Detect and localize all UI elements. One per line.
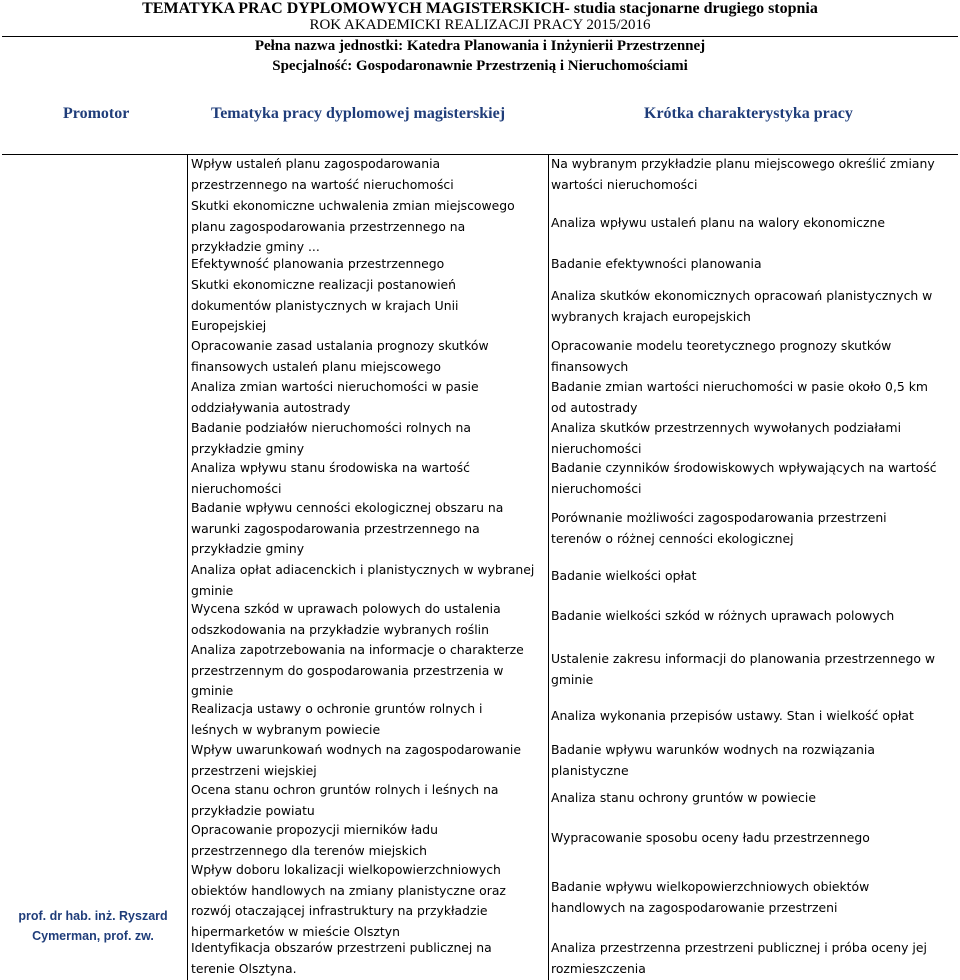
row-summary xyxy=(551,286,956,327)
header-rule xyxy=(2,36,958,37)
row-summary xyxy=(551,458,956,499)
topic-line: Opracowanie propozycji mierników ładu xyxy=(191,822,438,837)
row-summary xyxy=(551,828,956,849)
topic-line: obiektów handlowych na zmiany planistyczne oraz xyxy=(191,882,506,898)
topic-line: dokumentów planistycznych w krajach Unii xyxy=(191,297,459,313)
summary-line: nieruchomości xyxy=(551,480,642,496)
row-summary xyxy=(551,418,956,459)
row-topic xyxy=(191,938,547,979)
summary-line: wartości nieruchomości xyxy=(551,176,698,192)
topic-line: przykładzie gminy xyxy=(191,440,305,456)
unit-name: Pełna nazwa jednostki: Katedra Planowania i Inżynierii Przestrzennej xyxy=(254,38,706,54)
topic-line: gminie xyxy=(191,582,234,598)
topic-line: planu zagospodarowania przestrzennego na xyxy=(191,218,466,234)
row-topic xyxy=(191,640,547,702)
row-topic xyxy=(191,599,547,640)
topic-line: Badanie podziałów nieruchomości rolnych na xyxy=(191,420,471,435)
row-summary xyxy=(551,566,956,587)
summary-line: Na wybranym przykładzie planu miejscowego określić zmiany xyxy=(551,156,935,171)
topic-line: Wpływ doboru lokalizacji wielkopowierzchniowych xyxy=(191,862,501,877)
topic-line: Ocena stanu ochron gruntów rolnych i leśnych na xyxy=(191,782,499,797)
topic-line: warunki zagospodarowania przestrzennego na xyxy=(191,520,480,536)
topic-line: Analiza zmian wartości nieruchomości w pasie xyxy=(191,379,479,394)
topic-line: przestrzennego dla terenów miejskich xyxy=(191,842,427,858)
summary-line: Badanie wielkości opłat xyxy=(551,568,697,583)
promotor-name-line: Cymerman, prof. zw. xyxy=(32,929,154,943)
topic-line: odszkodowania na przykładzie wybranych roślin xyxy=(191,621,489,637)
summary-line: Porównanie możliwości zagospodarowania przestrzeni xyxy=(551,510,887,525)
row-summary xyxy=(551,508,956,549)
summary-line: nieruchomości xyxy=(551,440,642,456)
summary-line: Analiza wykonania przepisów ustawy. Stan i wielkość opłat xyxy=(551,708,914,723)
row-summary xyxy=(551,377,956,418)
topic-line: Wpływ uwarunkowań wodnych na zagospodarowanie xyxy=(191,742,521,757)
summary-line: Badanie wpływu wielkopowierzchniowych obiektów xyxy=(551,879,870,894)
column-header-summary: Krótka charakterystyka pracy xyxy=(644,105,853,122)
specialization: Specjalność: Gospodaronawnie Przestrzenią i Nieruchomościami xyxy=(272,58,688,74)
topic-line: Opracowanie zasad ustalania prognozy skutków xyxy=(191,338,489,353)
topic-line: Wycena szkód w uprawach polowych do ustalenia xyxy=(191,601,501,616)
topic-line: Skutki ekonomiczne realizacji postanowień xyxy=(191,277,457,292)
topic-line: nieruchomości xyxy=(191,480,282,496)
promotor-name-line: prof. dr hab. inż. Ryszard xyxy=(18,909,168,923)
row-topic xyxy=(191,336,547,377)
topic-line: oddziaływania autostrady xyxy=(191,399,351,415)
topic-line: przestrzeni wiejskiej xyxy=(191,762,317,778)
summary-line: Badanie efektywności planowania xyxy=(551,256,762,271)
row-summary xyxy=(551,336,956,377)
summary-line: Badanie zmian wartości nieruchomości w pasie około 0,5 km xyxy=(551,379,928,394)
academic-year: ROK AKADEMICKI REALIZACJI PRACY 2015/2016 xyxy=(309,17,651,33)
topic-line: finansowych ustaleń planu miejscowego xyxy=(191,358,442,374)
topic-line: Analiza wpływu stanu środowiska na wartość xyxy=(191,460,470,475)
row-topic xyxy=(191,820,547,861)
row-summary xyxy=(551,213,956,234)
summary-line: od autostrady xyxy=(551,399,638,415)
row-topic xyxy=(191,780,547,821)
promotor-column-divider xyxy=(187,154,188,980)
topic-line: terenie Olsztyna. xyxy=(191,960,297,976)
topic-line: Wpływ ustaleń planu zagospodarowania xyxy=(191,156,441,171)
row-summary xyxy=(551,706,956,727)
row-topic xyxy=(191,254,547,275)
row-topic xyxy=(191,498,547,560)
topic-line: Analiza opłat adiacenckich i planistycznych w wybranej xyxy=(191,562,535,577)
summary-line: Analiza przestrzenna przestrzeni publicznej i próba oceny jej xyxy=(551,940,927,955)
row-summary xyxy=(551,938,956,979)
row-summary xyxy=(551,154,956,195)
summary-line: Ustalenie zakresu informacji do planowania przestrzennego w xyxy=(551,651,936,666)
topic-line: hipermarketów w mieście Olsztyn xyxy=(191,923,400,939)
summary-line: Badanie czynników środowiskowych wpływających na wartość xyxy=(551,460,937,475)
summary-line: wybranych krajach europejskich xyxy=(551,308,751,324)
row-topic xyxy=(191,154,547,195)
summary-line: handlowych na zagospodarowanie przestrzeni xyxy=(551,899,838,915)
topic-line: Skutki ekonomiczne uchwalenia zmian miejscowego xyxy=(191,198,515,213)
topic-line: Analiza zapotrzebowania na informacje o charakterze xyxy=(191,642,524,657)
row-summary xyxy=(551,254,956,275)
column-header-topic: Tematyka pracy dyplomowej magisterskiej xyxy=(211,105,506,122)
summary-line: Opracowanie modelu teoretycznego prognozy skutków xyxy=(551,338,892,353)
summary-line: Analiza stanu ochrony gruntów w powiecie xyxy=(551,790,816,805)
summary-line: finansowych xyxy=(551,358,629,374)
topic-line: przestrzennym do gospodarowania przestrzenia w xyxy=(191,662,504,678)
row-topic xyxy=(191,458,547,499)
row-topic xyxy=(191,560,547,601)
summary-line: rozmieszczenia xyxy=(551,960,646,976)
row-topic xyxy=(191,699,547,740)
topic-line: rozwój otaczającej infrastruktury na przykładzie xyxy=(191,903,488,919)
topic-column-divider xyxy=(548,154,549,980)
row-topic xyxy=(191,740,547,781)
column-header-promotor: Promotor xyxy=(63,105,130,122)
summary-line: Analiza skutków ekonomicznych opracowań planistycznych w xyxy=(551,288,933,303)
row-topic xyxy=(191,860,547,942)
topic-line: gminie xyxy=(191,683,234,699)
topic-line: przestrzennego na wartość nieruchomości xyxy=(191,176,454,192)
topic-line: Europejskiej xyxy=(191,318,267,334)
summary-line: terenów o różnej cenności ekologicznej xyxy=(551,530,794,546)
row-summary xyxy=(551,740,956,781)
topic-line: przykładzie gminy xyxy=(191,541,305,557)
topic-line: leśnych w wybranym powiecie xyxy=(191,721,381,737)
topic-line: Realizacja ustawy o ochronie gruntów rolnych i xyxy=(191,701,483,716)
row-topic xyxy=(191,377,547,418)
summary-line: Analiza wpływu ustaleń planu na walory ekonomiczne xyxy=(551,215,885,230)
summary-line: gminie xyxy=(551,671,594,687)
row-summary xyxy=(551,877,956,918)
document-title: TEMATYKA PRAC DYPLOMOWYCH MAGISTERSKICH- studia stacjonarne drugiego stopnia xyxy=(142,0,818,17)
summary-line: planistyczne xyxy=(551,762,629,778)
summary-line: Badanie wielkości szkód w różnych uprawach polowych xyxy=(551,608,895,623)
topic-line: Efektywność planowania przestrzennego xyxy=(191,256,445,271)
summary-line: Analiza skutków przestrzennych wywołanych podziałami xyxy=(551,420,902,435)
row-summary xyxy=(551,649,956,690)
row-summary xyxy=(551,606,956,627)
topic-line: przykładzie gminy ... xyxy=(191,239,320,255)
promotor-name xyxy=(0,906,186,946)
topic-line: Badanie wpływu cenności ekologicznej obszaru na xyxy=(191,500,504,515)
row-summary xyxy=(551,788,956,809)
row-topic xyxy=(191,418,547,459)
topic-line: Identyfikacja obszarów przestrzeni publicznej na xyxy=(191,940,492,955)
summary-line: Wypracowanie sposobu oceny ładu przestrzennego xyxy=(551,830,870,845)
row-topic xyxy=(191,196,547,258)
row-topic xyxy=(191,275,547,337)
summary-line: Badanie wpływu warunków wodnych na rozwiązania xyxy=(551,742,875,757)
topic-line: przykładzie powiatu xyxy=(191,802,315,818)
